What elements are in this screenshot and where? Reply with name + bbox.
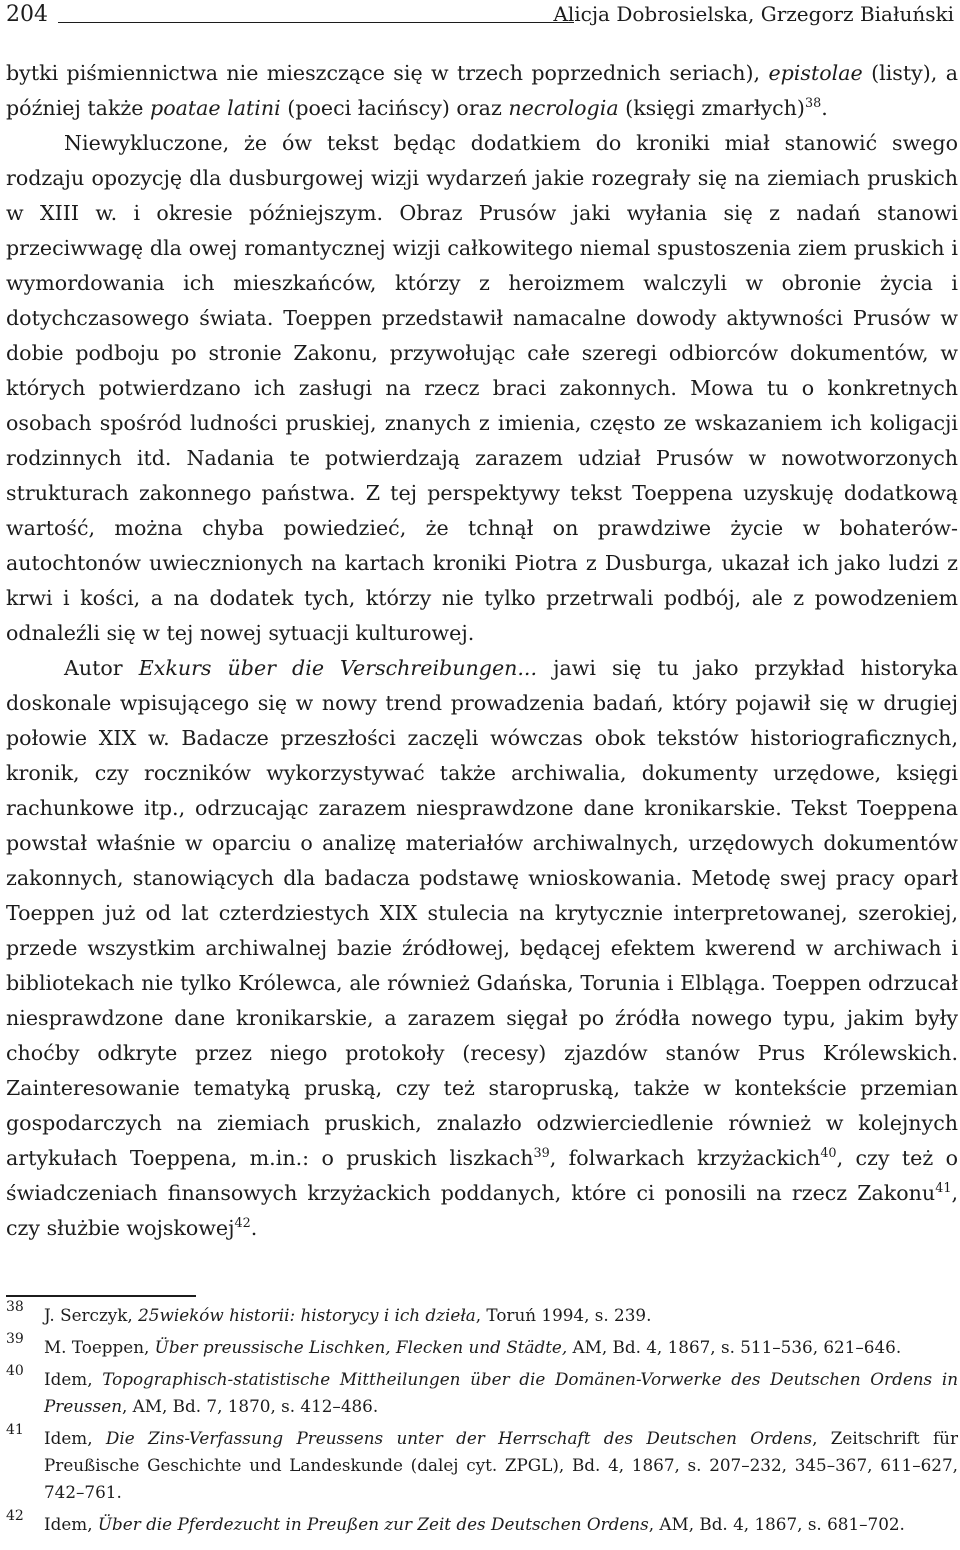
footnote-ref-39[interactable]: 39 bbox=[533, 1146, 550, 1162]
page-number: 204 bbox=[6, 2, 48, 27]
footnote-number: 38 bbox=[6, 1299, 24, 1315]
footnote-number: 40 bbox=[6, 1363, 24, 1379]
term-epistolae: epistolae bbox=[768, 61, 863, 85]
term-necrologia: necrologia bbox=[508, 96, 619, 120]
footnote-ref-38[interactable]: 38 bbox=[804, 96, 822, 112]
footnote-ref-42[interactable]: 42 bbox=[234, 1216, 251, 1232]
footnote: 41 Idem, Die Zins-Verfassung Preussens unter der Herrschaft des Deutschen Ordens, Zeitschrift für Preußische Geschichte und Landeskunde (dalej cyt. ZPGL), Bd. 4, 1867, s. 207–232, 345–367, 611–627, 742–761. bbox=[6, 1425, 958, 1506]
paragraph-1: bytki piśmiennictwa nie mieszczące się w trzech poprzednich seriach), epistolae (listy), a później także poatae latini (poeci łacińscy) oraz necrologia (księgi zmarłych)$^{38}$. bbox=[6, 61, 959, 120]
footnote: 38 J. Serczyk, 25wieków historii: historycy i ich dzieła, Toruń 1994, s. 239. bbox=[6, 1302, 958, 1329]
footnote: 40 Idem, Topographisch-statistische Mittheilungen über die Domänen-Vorwerke des Deutschen Ordens in Preussen, AM, Bd. 7, 1870, s. 412–486. bbox=[6, 1366, 958, 1420]
running-head-authors: Alicja Dobrosielska, Grzegorz Białuński bbox=[553, 2, 954, 26]
paragraph-2: Niewykluczone, że ów tekst będąc dodatkiem do kroniki miał stanowić swego rodzaju opozycję dla dusburgowej wizji wydarzeń jakie rozegrały się na ziemiach pruskich w XIII w. i okresie późniejszym. Obraz Prusów jaki wyłania się z nadań stanowi przeciwwagę dla owej romantycznej wizji całkowitego niemal spustoszenia ziem pruskich i wymordowania ich mieszkańców, którzy z heroizmem walczyli w obronie życia i dotychczasowego świata. Toeppen przedstawił namacalne dowody aktywności Prusów w dobie podboju po stronie Zakonu, przywołując całe szeregi odbiorców dokumentów, w których potwierdzano ich zasługi na rzecz braci zakonnych. Mowa tu o konkretnych osobach spośród ludności pruskiej, znanych z imienia, często ze wskazaniem ich koligacji rodzinnych itd. Nadania te potwierdzają zarazem udział Prusów w nowotworzonych strukturach zakonnego państwa. Z tej perspektywy tekst Toeppena uzyskuję dodatkową wartość, można chyba powiedzieć, że tchnął on prawdziwe życie w bohaterów-autochtonów uwiecznionych na kartach kroniki Piotra z Dusburga, ukazał ich jako ludzi z krwi i kości, a na dodatek tych, którzy nie tylko przetrwali podbój, ale z powodzeniem odnaleźli się w tej nowej sytuacji kulturowej. bbox=[6, 131, 958, 645]
footnote-ref-41[interactable]: 41 bbox=[935, 1181, 952, 1197]
term-poatae-latini: poatae latini bbox=[150, 96, 281, 120]
main-text bbox=[6, 56, 958, 1246]
footnotes bbox=[6, 1299, 958, 1543]
footnote-number: 42 bbox=[6, 1508, 24, 1524]
footnote-number: 39 bbox=[6, 1331, 24, 1347]
running-header bbox=[0, 0, 960, 40]
title-exkurs: Exkurs über die Verschreibungen... bbox=[138, 656, 538, 680]
footnote-number: 41 bbox=[6, 1422, 24, 1438]
footnote: 42 Idem, Über die Pferdezucht in Preußen zur Zeit des Deutschen Ordens, AM, Bd. 4, 1867, s. 681–702. bbox=[6, 1511, 958, 1538]
paragraph-3: Autor Exkurs über die Verschreibungen... jawi się tu jako przykład historyka doskonale wpisującego się w nowy trend prowadzenia badań, który pojawił się w drugiej połowie XIX w. Badacze przeszłości zaczęli wówczas obok tekstów historiograficznych, kronik, czy roczników wykorzystywać także archiwalia, dokumenty urzędowe, księgi rachunkowe itp., odrzucając zarazem niesprawdzone dane kronikarskie. Tekst Toeppena powstał właśnie w oparciu o analizę materiałów archiwalnych, urzędowych dokumentów zakonnych, stanowiących dla badacza podstawę wnioskowania. Metodę swej pracy oparł Toeppen już od lat czterdziestych XIX stulecia na krytycznie interpretowanej, szerokiej, przede wszystkim archiwalnej bazie źródłowej, będącej efektem kwerend w archiwach i bibliotekach nie tylko Królewca, ale również Gdańska, Torunia i Elbląga. Toeppen odrzucał niesprawdzone dane kronikarskie, a zarazem sięgał po źródła nowego typu, jakim były choćby odkryte przez niego protokoły (recesy) zjazdów stanów Prus Królewskich. Zainteresowanie tematyką pruską, czy też staropruską, także w kontekście przemian gospodarczych na ziemiach pruskich, znalazło odzwierciedlenie również w kolejnych artykułach Toeppena, m.in.: o pruskich liszkach$^{39}$, folwarkach krzyżackich$^{40}$, czy też o świadczeniach finansowych krzyżackich poddanych, które ci ponosili na rzecz Zakonu$^{41}$, czy służbie wojskowej$^{42}$. bbox=[6, 656, 959, 1240]
footnote-ref-40[interactable]: 40 bbox=[820, 1146, 837, 1162]
header-rule bbox=[58, 22, 574, 23]
footnote-rule bbox=[6, 1295, 196, 1297]
footnote: 39 M. Toeppen, Über preussische Lischken, Flecken und Städte, AM, Bd. 4, 1867, s. 511–536, 621–646. bbox=[6, 1334, 958, 1361]
